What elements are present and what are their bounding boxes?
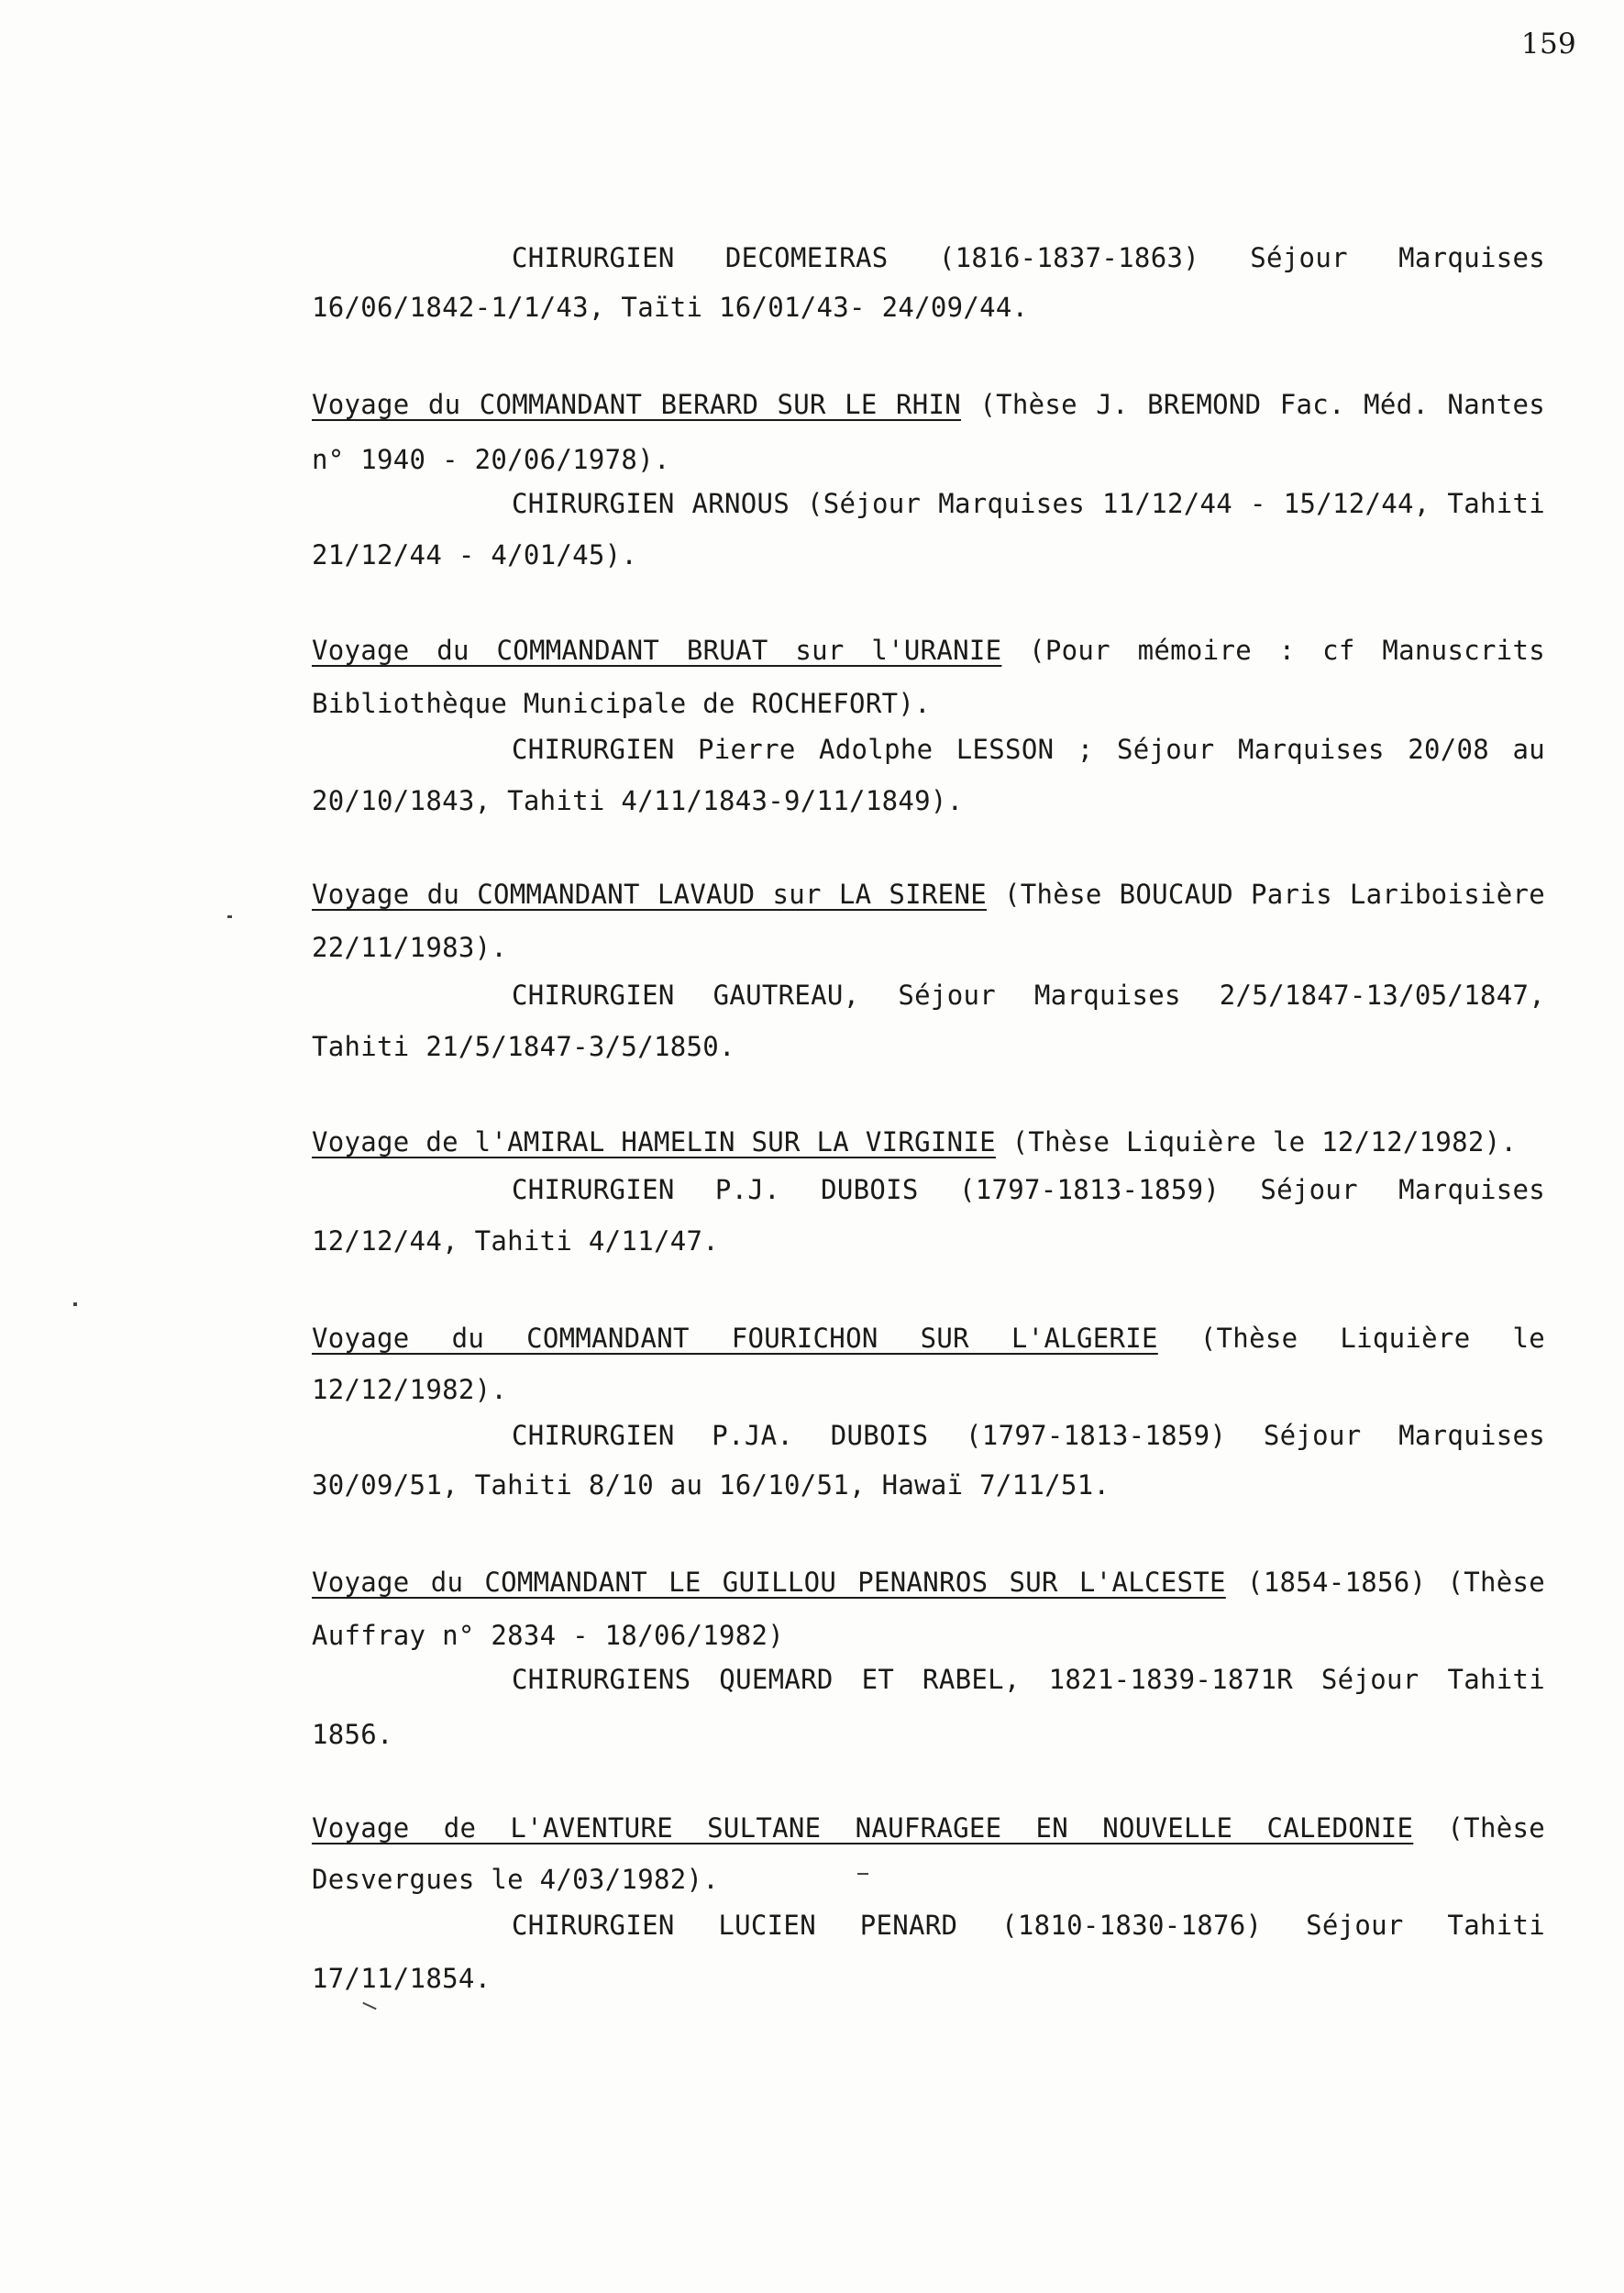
entry-line: CHIRURGIEN LUCIEN PENARD (1810-1830-1876) Séjour Tahiti <box>512 1910 1545 1941</box>
entry-title-rest: (Thèse BOUCAUD Paris Lariboisière <box>986 879 1546 910</box>
entry-heading <box>312 1811 1545 1845</box>
entry-title: Voyage du COMMANDANT LE GUILLOU PENANROS SUR L'ALCESTE <box>312 1567 1226 1598</box>
entry-title-rest: (Thèse Liquière le <box>1157 1323 1545 1354</box>
entry-heading <box>312 1124 1517 1159</box>
entry-line: CHIRURGIEN ARNOUS (Séjour Marquises 11/12/44 - 15/12/44, Tahiti <box>512 488 1545 519</box>
entry-line: CHIRURGIEN Pierre Adolphe LESSON ; Séjour Marquises 20/08 au <box>512 734 1545 765</box>
entry-heading <box>312 877 1545 912</box>
entry-heading <box>312 633 1545 668</box>
entry-line: CHIRURGIEN P.JA. DUBOIS (1797-1813-1859) Séjour Marquises <box>512 1420 1545 1451</box>
entry-title: Voyage de l'AMIRAL HAMELIN SUR LA VIRGINIE <box>312 1126 996 1158</box>
entry-line: Auffray n° 2834 - 18/06/1982) <box>312 1620 785 1651</box>
entry-line: CHIRURGIENS QUEMARD ET RABEL, 1821-1839-1871R Séjour Tahiti <box>512 1664 1545 1695</box>
entry-line: 21/12/44 - 4/01/45). <box>312 539 638 570</box>
scan-speck <box>227 915 232 918</box>
entry-line: 12/12/44, Tahiti 4/11/47. <box>312 1225 719 1257</box>
entry-line: 17/11/1854. <box>312 1963 492 1994</box>
entry-line: Desvergues le 4/03/1982). <box>312 1864 719 1895</box>
entry-title: Voyage de L'AVENTURE SULTANE NAUFRAGEE EN NOUVELLE CALEDONIE <box>312 1812 1414 1844</box>
entry-title: Voyage du COMMANDANT LAVAUD sur LA SIRENE <box>312 879 987 910</box>
entry-title-rest: (1854-1856) (Thèse <box>1225 1567 1545 1598</box>
entry-line: CHIRURGIEN DECOMEIRAS (1816-1837-1863) Séjour Marquises <box>512 242 1545 273</box>
entry-heading <box>312 1321 1545 1356</box>
entry-line: n° 1940 - 20/06/1978). <box>312 444 670 475</box>
page-number: 159 <box>1520 28 1576 61</box>
entry-title-rest: (Thèse <box>1413 1812 1545 1844</box>
entry-title-rest: (Pour mémoire : cf Manuscrits <box>1001 635 1545 666</box>
entry-line: Tahiti 21/5/1847-3/5/1850. <box>312 1031 735 1062</box>
entry-title: Voyage du COMMANDANT BERARD SUR LE RHIN <box>312 389 962 420</box>
entry-heading <box>312 1565 1545 1600</box>
entry-title: Voyage du COMMANDANT BRUAT sur l'URANIE <box>312 635 1002 666</box>
entry-line: 22/11/1983). <box>312 932 508 963</box>
entry-title-rest: (Thèse J. BREMOND Fac. Méd. Nantes <box>961 389 1545 420</box>
scan-speck <box>362 2002 376 2011</box>
entry-line: 16/06/1842-1/1/43, Taïti 16/01/43- 24/09/44. <box>312 292 1029 323</box>
entry-heading <box>312 387 1545 422</box>
entry-line: 1856. <box>312 1719 393 1750</box>
entry-line: CHIRURGIEN GAUTREAU, Séjour Marquises 2/5/1847-13/05/1847, <box>512 980 1545 1011</box>
entry-line: 30/09/51, Tahiti 8/10 au 16/10/51, Hawaï 7/11/51. <box>312 1469 1110 1501</box>
scan-speck <box>857 1873 868 1875</box>
entry-line: CHIRURGIEN P.J. DUBOIS (1797-1813-1859) Séjour Marquises <box>512 1174 1545 1205</box>
entry-line: 20/10/1843, Tahiti 4/11/1843-9/11/1849). <box>312 785 964 816</box>
entry-title: Voyage du COMMANDANT FOURICHON SUR L'ALGERIE <box>312 1323 1158 1354</box>
scan-speck <box>73 1302 77 1306</box>
entry-title-rest: (Thèse Liquière le 12/12/1982). <box>995 1126 1518 1158</box>
entry-line: 12/12/1982). <box>312 1374 508 1405</box>
entry-line: Bibliothèque Municipale de ROCHEFORT). <box>312 688 931 719</box>
